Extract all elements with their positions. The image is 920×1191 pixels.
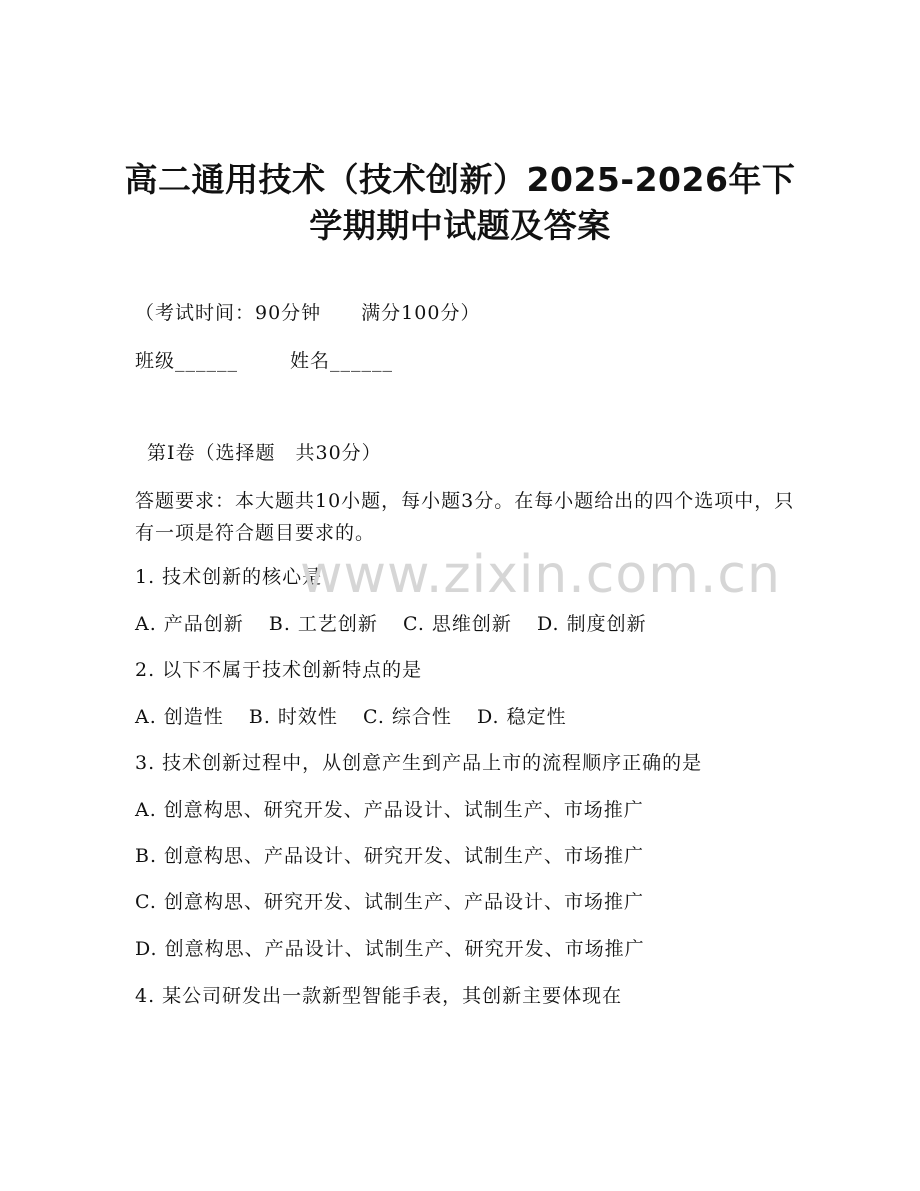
section-title: 第Ⅰ卷（选择题 共30分） <box>147 442 382 464</box>
name-field: 姓名______ <box>290 350 394 372</box>
question-3-option-d: D. 创意构思、产品设计、试制生产、研究开发、市场推广 <box>135 938 645 960</box>
question-3-stem: 3. 技术创新过程中，从创意产生到产品上市的流程顺序正确的是 <box>135 752 703 774</box>
question-2-stem: 2. 以下不属于技术创新特点的是 <box>135 659 423 681</box>
question-2-option-a: A. 创造性 <box>135 706 224 728</box>
question-3-option-b: B. 创意构思、产品设计、研究开发、试制生产、市场推广 <box>135 845 645 867</box>
watermark: www.zixin.com.cn <box>300 545 781 605</box>
question-1-option-d: D. 制度创新 <box>536 613 647 635</box>
question-2-options <box>135 703 585 731</box>
question-3-option-c: C. 创意构思、研究开发、试制生产、产品设计、市场推广 <box>135 891 644 913</box>
question-3-option-a: A. 创意构思、研究开发、产品设计、试制生产、市场推广 <box>135 799 644 821</box>
question-1-option-a: A. 产品创新 <box>135 613 244 635</box>
exam-info: （考试时间：90分钟 满分100分） <box>135 302 481 324</box>
question-1-stem: 1. 技术创新的核心是 <box>135 566 323 588</box>
document-title-line-1: 高二通用技术（技术创新）2025-2026年下 <box>124 160 796 199</box>
document-title-line-2: 学期期中试题及答案 <box>309 206 611 245</box>
class-field: 班级______ <box>135 350 239 372</box>
student-info-row <box>135 347 393 375</box>
question-2-option-b: B. 时效性 <box>248 706 338 728</box>
question-1-option-b: B. 工艺创新 <box>268 613 378 635</box>
question-1-options <box>135 610 665 638</box>
question-2-option-d: D. 稳定性 <box>476 706 567 728</box>
section-instructions: 答题要求：本大题共10小题，每小题3分。在每小题给出的四个选项中，只有一项是符合题目要求的。 <box>135 490 795 544</box>
question-2-option-c: C. 综合性 <box>362 706 452 728</box>
question-1-option-c: C. 思维创新 <box>402 613 512 635</box>
question-4-stem: 4. 某公司研发出一款新型智能手表，其创新主要体现在 <box>135 985 623 1007</box>
